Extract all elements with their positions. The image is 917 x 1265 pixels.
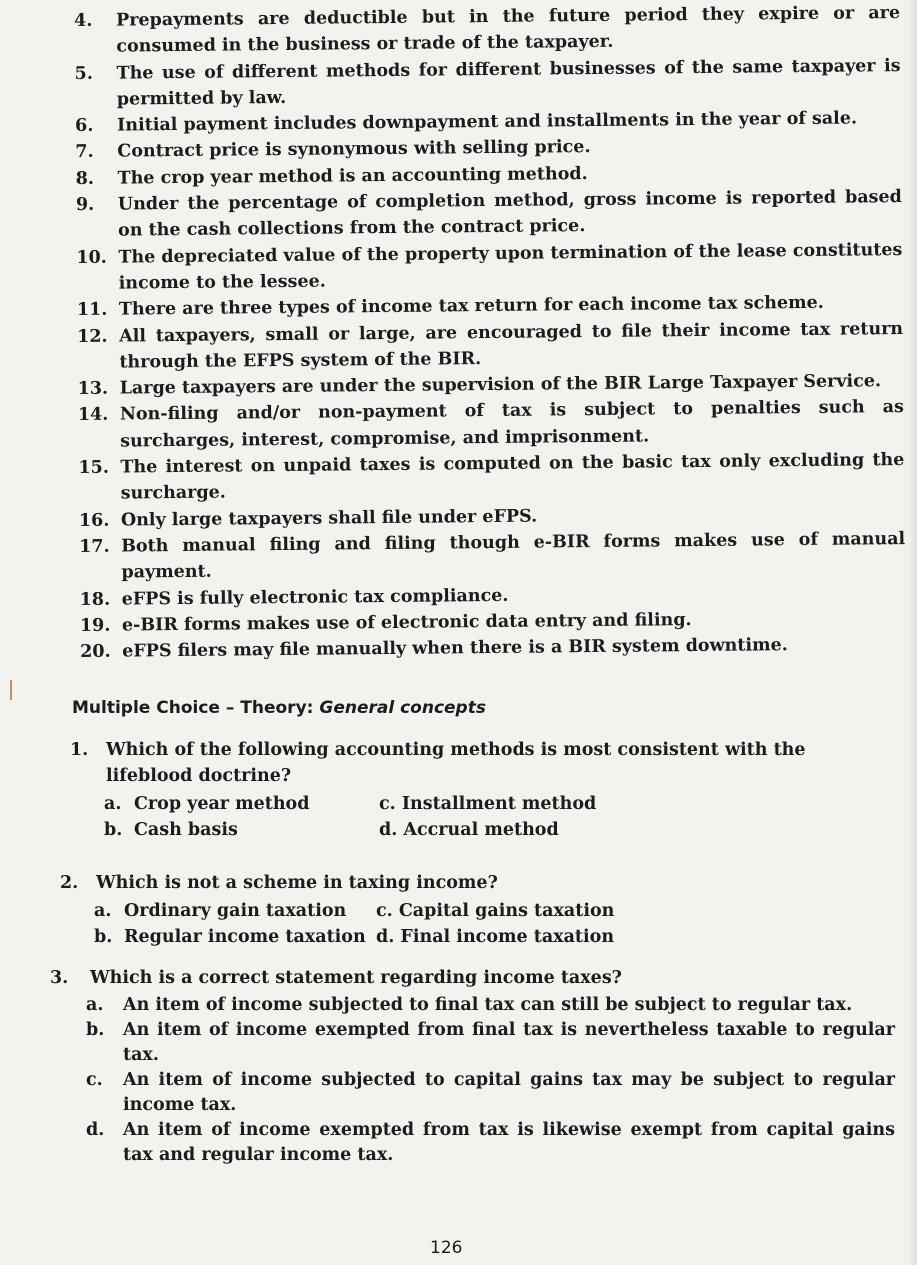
- item-number: 12.: [77, 326, 108, 347]
- answer-option[interactable]: [104, 791, 379, 817]
- option-letter: b.: [104, 820, 123, 840]
- item-text: e-BIR forms makes use of electronic data entry and filing.: [121, 609, 692, 636]
- margin-mark: [10, 680, 12, 700]
- answer-option[interactable]: [104, 817, 379, 843]
- option-text: Regular income taxation: [124, 927, 366, 947]
- item-text: Prepayments are deductible but in the future period they expire or are consumed in the business or trade of the taxpayer.: [116, 3, 901, 57]
- list-item: [72, 0, 900, 61]
- list-item: [73, 53, 901, 114]
- item-text: eFPS is fully electronic tax compliance.: [121, 585, 509, 610]
- item-number: 6.: [75, 115, 94, 137]
- item-number: 9.: [75, 194, 95, 216]
- item-number: 16.: [78, 510, 110, 531]
- item-number: 17.: [79, 536, 110, 557]
- question-stem: [50, 965, 895, 991]
- item-number: 7.: [75, 142, 94, 163]
- option-text: Cash basis: [134, 820, 238, 840]
- list-item: [76, 394, 904, 455]
- item-text: Under the percentage of completion method, gross income is reported based on the cash collections from the contract price.: [117, 187, 902, 241]
- option-text: An item of income exempted from final tax is nevertheless taxable to regular tax.: [123, 1020, 895, 1065]
- item-text: The depreciated value of the property upon termination of the lease constitutes income to the lessee.: [118, 239, 903, 294]
- heading-prefix: Multiple Choice – Theory:: [72, 698, 320, 718]
- question-number: 1.: [70, 740, 89, 760]
- option-text: An item of income subjected to final tax can still be subject to regular tax.: [123, 995, 853, 1015]
- page-number: 126: [430, 1238, 463, 1258]
- option-letter: a.: [86, 995, 104, 1015]
- option-text: c. Capital gains taxation: [376, 901, 615, 921]
- option-text: d. Accrual method: [379, 820, 559, 840]
- question-text: Which is a correct statement regarding income taxes?: [90, 968, 622, 988]
- answer-option[interactable]: [379, 817, 679, 843]
- answer-option[interactable]: [376, 898, 676, 924]
- item-text: The crop year method is an accounting method.: [117, 163, 588, 189]
- option-letter: a.: [104, 794, 122, 814]
- item-text: Both manual filing and filing though e-BIR forms makes use of manual payment.: [121, 528, 906, 583]
- question-number: 3.: [50, 968, 69, 988]
- true-false-list: [72, 0, 906, 665]
- item-number: 18.: [79, 589, 111, 610]
- question-1: [70, 737, 890, 843]
- item-number: 10.: [76, 247, 107, 268]
- item-text: Contract price is synonymous with selling price.: [117, 137, 591, 163]
- option-letter: d.: [86, 1120, 105, 1140]
- list-item: [76, 447, 904, 508]
- item-number: 15.: [78, 457, 109, 479]
- item-number: 13.: [77, 378, 109, 400]
- question-text: Which is not a scheme in taxing income?: [96, 873, 498, 893]
- item-number: 8.: [75, 168, 95, 189]
- item-text: There are three types of income tax return for each income tax scheme.: [118, 293, 824, 320]
- question-stem: [60, 870, 880, 896]
- answer-option[interactable]: [379, 791, 679, 817]
- list-item: [74, 184, 902, 245]
- item-number: 19.: [79, 615, 111, 636]
- list-item: [77, 526, 905, 587]
- item-text: Non-filing and/or non-payment of tax is subject to penalties such as surcharges, interest, compromise, and imprisonment.: [119, 397, 904, 452]
- item-text: eFPS filers may file manually when there is a BIR system downtime.: [122, 635, 788, 662]
- item-number: 4.: [74, 10, 93, 31]
- option-text: Ordinary gain taxation: [124, 901, 347, 921]
- section-heading: [72, 698, 486, 718]
- item-text: Large taxpayers are under the supervision of the BIR Large Taxpayer Service.: [119, 371, 882, 399]
- question-text: Which of the following accounting methods is most consistent with the lifeblood doctrine?: [106, 740, 806, 786]
- option-text: An item of income subjected to capital gains tax may be subject to regular income tax.: [123, 1070, 895, 1115]
- item-number: 5.: [74, 63, 94, 84]
- answer-option[interactable]: [86, 993, 895, 1018]
- item-text: Only large taxpayers shall file under eFPS.: [120, 506, 538, 531]
- item-number: 11.: [76, 299, 108, 321]
- answer-options: [104, 791, 890, 843]
- answer-option[interactable]: [86, 1068, 895, 1118]
- answer-options: [86, 993, 895, 1168]
- question-3: [50, 965, 895, 1168]
- option-text: d. Final income taxation: [376, 927, 615, 947]
- answer-option[interactable]: [86, 1018, 895, 1068]
- heading-topic: General concepts: [319, 698, 486, 718]
- option-text: Crop year method: [134, 794, 310, 814]
- question-2: [60, 870, 880, 950]
- answer-option[interactable]: [94, 924, 376, 950]
- page-edge-shadow: [907, 0, 917, 1265]
- option-letter: c.: [86, 1070, 103, 1090]
- option-letter: b.: [86, 1020, 105, 1040]
- option-letter: b.: [94, 927, 113, 947]
- question-number: 2.: [60, 873, 79, 893]
- answer-option[interactable]: [86, 1118, 895, 1168]
- list-item: [75, 316, 903, 377]
- item-text: Initial payment includes downpayment and installments in the year of sale.: [117, 108, 858, 136]
- answer-options: [94, 898, 880, 950]
- question-stem: [70, 737, 890, 789]
- item-text: All taxpayers, small or large, are encouraged to file their income tax return through the EFPS system of the BIR.: [119, 318, 904, 373]
- item-text: The interest on unpaid taxes is computed on the basic tax only excluding the surcharge.: [120, 450, 905, 504]
- option-letter: a.: [94, 901, 112, 921]
- answer-option[interactable]: [94, 898, 376, 924]
- option-text: An item of income exempted from tax is likewise exempt from capital gains tax and regular income tax.: [123, 1120, 895, 1165]
- item-number: 14.: [77, 405, 109, 426]
- item-number: 20.: [80, 641, 111, 663]
- item-text: The use of different methods for different businesses of the same taxpayer is permitted by law.: [116, 55, 901, 110]
- option-text: c. Installment method: [379, 794, 597, 814]
- list-item: [74, 237, 902, 298]
- answer-option[interactable]: [376, 924, 676, 950]
